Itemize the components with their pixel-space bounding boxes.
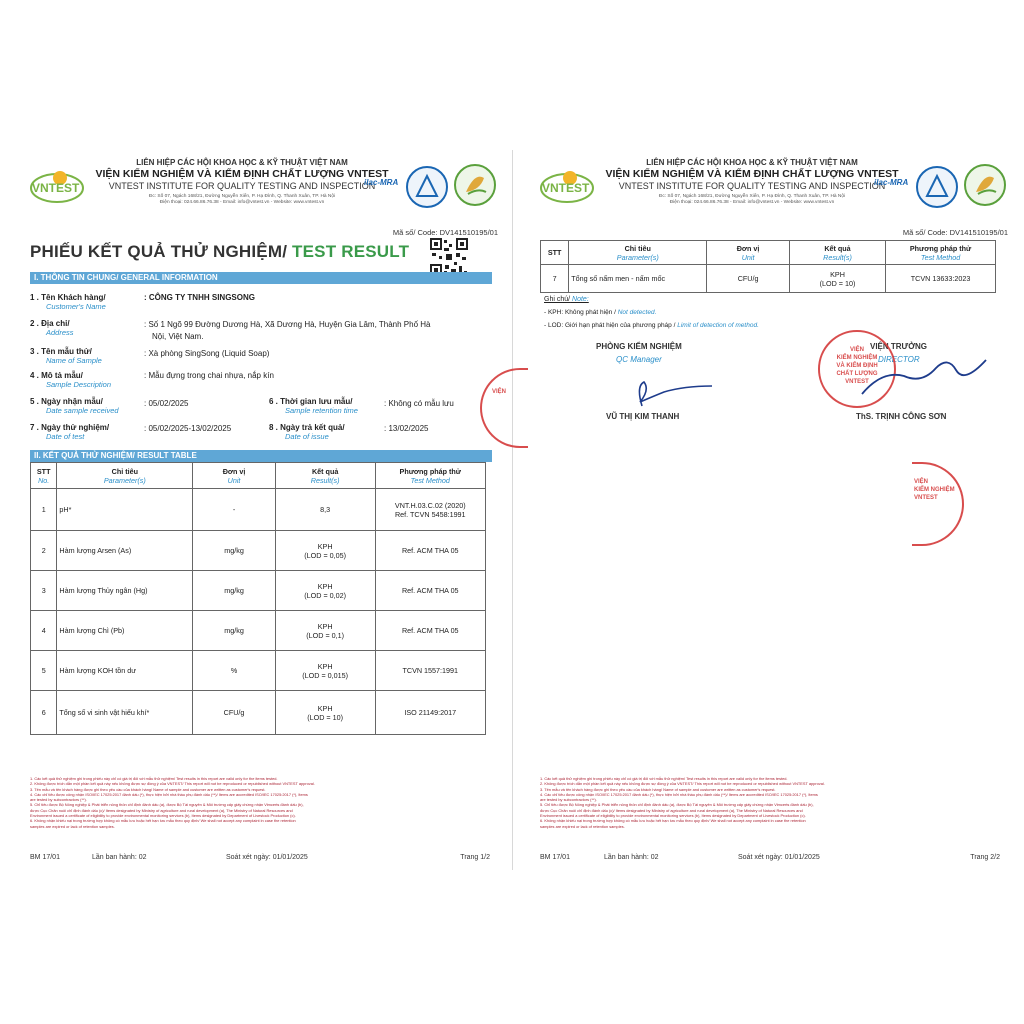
accreditation-badges xyxy=(872,162,1008,212)
sample-name-label: 3 . Tên mẫu thử/ Name of Sample xyxy=(30,347,102,365)
result-table xyxy=(30,462,486,735)
table-row: 5 Hàm lượng KOH tồn dư % KPH (LOD = 0,015) TCVN 1557:1991 xyxy=(31,651,486,691)
test-date-label: 7 . Ngày thử nghiệm/ Date of test xyxy=(30,423,110,441)
customer-label: 1 . Tên Khách hàng/ Customer's Name xyxy=(30,293,106,311)
test-date-value: : 05/02/2025-13/02/2025 xyxy=(144,424,232,433)
director-signature-icon xyxy=(852,350,1002,406)
footnotes: 1. Các kết quả thử nghiệm ghi trong phiếu này chỉ có giá trị đối với mẫu thử nghiệm/ Test results in this report are valid only for the items tested. 2. Không được trích dẫn một phần kết quả này nếu không được sự đồng ý của VNTEST/ This report will not be reproduced or republished without VNTEST approval. 3. Tên mẫu và tên khách hàng được ghi theo yêu cầu của khách hàng/ Name of sample and customer are written as customer's request. 4. Các chỉ tiêu được công nhận ISO/IEC 17025:2017 đánh dấu (*), thực hiện bởi nhà thầu phụ đánh dấu (**)/ Items are accredited ISO/IEC 17025:2017 (*), Items are tested by subcontractors (**). 5. Chỉ tiêu được Bộ Nông nghiệp & Phát triển nông thôn chỉ định đánh dấu (a), được Bộ Tài nguyên & Môi trường cấp giấy chứng nhận Vimcerts đánh dấu (b), được Cục Chăn nuôi chỉ định đánh dấu (c)/ Items designated by Ministry of agriculture and rural development (a), The Ministry of Natural Resources and Environment issued a certificate of eligibility to provide environmental monitoring services (b), Items designated by Department of Livestock Production (c). 6. Không nhận khiếu nại trong trường hợp không có mẫu lưu hoặc hết hạn lưu mẫu theo quy định/ We shall not accept any complaint in case the retention samples are expired or lack of retention samples. xyxy=(30,776,315,829)
report-header xyxy=(532,156,1008,226)
table-row: 3 Hàm lượng Thủy ngân (Hg) mg/kg KPH (LOD = 0,02) Ref. ACM THA 05 xyxy=(31,571,486,611)
section-general-info: I. THÔNG TIN CHUNG/ GENERAL INFORMATION xyxy=(30,272,492,284)
vntest-logo-icon xyxy=(538,166,596,206)
org-name-en: VNTEST INSTITUTE FOR QUALITY TESTING AND INSPECTION xyxy=(618,181,886,191)
org-address: Đc: Số 07, Ngách 168/21, Đường Nguyễn Xiển, P. Hạ Đình, Q. Thanh Xuân, TP. Hà Nội xyxy=(148,194,336,199)
partial-seal-stamp: VIỆN xyxy=(480,368,528,448)
org-address: Đc: Số 07, Ngách 168/21, Đường Nguyễn Xiển, P. Hạ Đình, Q. Thanh Xuân, TP. Hà Nội xyxy=(658,194,846,199)
issue-date-value: : 13/02/2025 xyxy=(384,424,429,433)
retention-value: : Không có mẫu lưu xyxy=(384,399,454,408)
address-value: : Số 1 Ngõ 99 Đường Dương Hà, Xã Dương Hà, Huyện Gia Lâm, Thành Phố Hà Nội, Việt Nam. xyxy=(144,320,431,341)
table-row: 7 Tổng số nấm men - nấm mốc CFU/g KPH (LOD = 10) TCVN 13633:2023 xyxy=(541,265,996,293)
certification-leaf-icon xyxy=(964,164,1006,206)
certification-leaf-icon xyxy=(454,164,496,206)
lab-title: PHÒNG KIỂM NGHIỆM xyxy=(596,342,682,351)
accreditation-badges xyxy=(362,162,498,212)
lab-manager-name: VŨ THỊ KIM THANH xyxy=(606,412,680,421)
vntest-logo-icon xyxy=(28,166,86,206)
note-lod: - LOD: Giới hạn phát hiện của phương pháp / Limit of detection of method. xyxy=(544,322,759,329)
report-code: Mã số/ Code: DV141510195/01 xyxy=(902,228,1008,237)
sample-desc-label: 4 . Mô tả mẫu/ Sample Description xyxy=(30,371,112,389)
retention-label: 6 . Thời gian lưu mẫu/ Sample retention time xyxy=(269,397,358,415)
qr-code-icon xyxy=(430,238,468,276)
footnotes: 1. Các kết quả thử nghiệm ghi trong phiếu này chỉ có giá trị đối với mẫu thử nghiệm/ Test results in this report are valid only for the items tested. 2. Không được trích dẫn một phần kết quả này nếu không được sự đồng ý của VNTEST/ This report will not be reproduced or republished without VNTEST approval. 3. Tên mẫu và tên khách hàng được ghi theo yêu cầu của khách hàng/ Name of sample and customer are written as customer's request. 4. Các chỉ tiêu được công nhận ISO/IEC 17025:2017 đánh dấu (*), thực hiện bởi nhà thầu phụ đánh dấu (**)/ Items are accredited ISO/IEC 17025:2017 (*), Items are tested by subcontractors (**). 5. Chỉ tiêu được Bộ Nông nghiệp & Phát triển nông thôn chỉ định đánh dấu (a), được Bộ Tài nguyên & Môi trường cấp giấy chứng nhận Vimcerts đánh dấu (b), được Cục Chăn nuôi chỉ định đánh dấu (c)/ Items designated by Ministry of agriculture and rural development (a), The Ministry of Natural Resources and Environment issued a certificate of eligibility to provide environmental monitoring services (b), Items designated by Department of Livestock Production (c). 6. Không nhận khiếu nại trong trường hợp không có mẫu lưu hoặc hết hạn lưu mẫu theo quy định/ We shall not accept any complaint in case the retention samples are expired or lack of retention samples. xyxy=(540,776,825,829)
col-param: Chỉ tiêu Parameter(s) xyxy=(57,463,193,489)
page-number: Trang 2/2 xyxy=(970,854,1000,861)
col-method: Phương pháp thử Test Method xyxy=(375,463,485,489)
report-header xyxy=(22,156,498,226)
col-stt: STT No. xyxy=(31,463,57,489)
partial-seal-stamp: VIỆN KIỂM NGHIỆM VNTEST xyxy=(912,462,964,546)
ilac-mra-icon xyxy=(362,174,402,200)
table-header-row: STT Chỉ tiêu Parameter(s) Đơn vị Unit Kết quả Result(s) Phương pháp thử Test Method xyxy=(541,241,996,265)
logo-text: VNTEST xyxy=(32,181,80,195)
lab-signature-icon xyxy=(624,376,724,412)
org-name-vi: VIỆN KIỂM NGHIỆM VÀ KIỂM ĐỊNH CHẤT LƯỢNG VNTEST xyxy=(95,168,389,180)
table-row: 6 Tổng số vi sinh vật hiếu khí* CFU/g KPH (LOD = 10) ISO 21149:2017 xyxy=(31,691,486,735)
sample-name-value: : Xà phòng SingSong (Liquid Soap) xyxy=(144,349,270,358)
director-name: ThS. TRỊNH CÔNG SƠN xyxy=(856,412,947,421)
address-label: 2 . Địa chỉ/ Address xyxy=(30,319,74,337)
report-code: Mã số/ Code: DV141510195/01 xyxy=(392,228,498,237)
org-parent: LIÊN HIỆP CÁC HỘI KHOA HỌC & KỸ THUẬT VIỆT NAM xyxy=(646,158,858,167)
table-row: 4 Hàm lượng Chì (Pb) mg/kg KPH (LOD = 0,1) Ref. ACM THA 05 xyxy=(31,611,486,651)
received-date-label: 5 . Ngày nhận mẫu/ Date sample received xyxy=(30,397,119,415)
ilac-badge-text: ilac-MRA xyxy=(364,178,399,187)
page-title: PHIẾU KẾT QUẢ THỬ NGHIỆM/ TEST RESULT xyxy=(30,242,410,261)
org-name-vi: VIỆN KIỂM NGHIỆM VÀ KIỂM ĐỊNH CHẤT LƯỢNG VNTEST xyxy=(605,168,899,180)
page-divider xyxy=(512,150,513,870)
table-row: 1 pH* - 8,3 VNT.H.03.C.02 (2020) Ref. TCVN 5458:1991 xyxy=(31,489,486,531)
review-date: Soát xét ngày: 01/01/2025 xyxy=(738,854,820,861)
form-code: BM 17/01 xyxy=(540,854,570,861)
issue-date-label: 8 . Ngày trả kết quả/ Date of issue xyxy=(269,423,345,441)
org-name-en: VNTEST INSTITUTE FOR QUALITY TESTING AND INSPECTION xyxy=(108,181,376,191)
director-title-en: DIRECTOR xyxy=(878,355,920,364)
ilac-badge-text: ilac-MRA xyxy=(874,178,909,187)
director-title: VIỆN TRƯỞNG xyxy=(870,342,928,351)
review-date: Soát xét ngày: 01/01/2025 xyxy=(226,854,308,861)
accreditation-seal-icon xyxy=(916,166,958,208)
table-header-row xyxy=(31,463,486,489)
report-page-2 xyxy=(532,148,1008,873)
logo-text: VNTEST xyxy=(542,181,590,195)
org-contact: Điện thoại: 024.66.86.76.38 - Email: info@vntest.vn - Website: www.vntest.vn xyxy=(669,200,835,205)
result-table-continued xyxy=(540,240,996,293)
table-row: 2 Hàm lượng Arsen (As) mg/kg KPH (LOD = 0,05) Ref. ACM THA 05 xyxy=(31,531,486,571)
note-title: Ghi chú/ Note: xyxy=(544,296,589,303)
report-page-1 xyxy=(22,148,507,873)
official-seal-stamp: VIỆN KIỂM NGHIỆM VÀ KIỂM ĐỊNH CHẤT LƯỢNG VNTEST xyxy=(818,330,896,408)
ilac-mra-icon xyxy=(872,174,912,200)
col-unit: Đơn vị Unit xyxy=(193,463,275,489)
form-code: BM 17/01 xyxy=(30,854,60,861)
issue-number: Lần ban hành: 02 xyxy=(92,854,147,861)
received-date-value: : 05/02/2025 xyxy=(144,399,189,408)
col-result: Kết quả Result(s) xyxy=(275,463,375,489)
customer-value: : CÔNG TY TNHH SINGSONG xyxy=(144,293,255,302)
sample-desc-value: : Mẫu đựng trong chai nhựa, nắp kín xyxy=(144,371,274,380)
lab-title-en: QC Manager xyxy=(616,355,662,364)
org-parent: LIÊN HIỆP CÁC HỘI KHOA HỌC & KỸ THUẬT VIỆT NAM xyxy=(136,158,348,167)
note-kph: - KPH: Không phát hiện / Not detected. xyxy=(544,309,657,316)
accreditation-seal-icon xyxy=(406,166,448,208)
section-result-table: II. KẾT QUẢ THỬ NGHIỆM/ RESULT TABLE xyxy=(30,450,492,462)
page-number: Trang 1/2 xyxy=(460,854,490,861)
org-contact: Điện thoại: 024.66.86.76.38 - Email: info@vntest.vn - Website: www.vntest.vn xyxy=(159,200,325,205)
issue-number: Lần ban hành: 02 xyxy=(604,854,659,861)
